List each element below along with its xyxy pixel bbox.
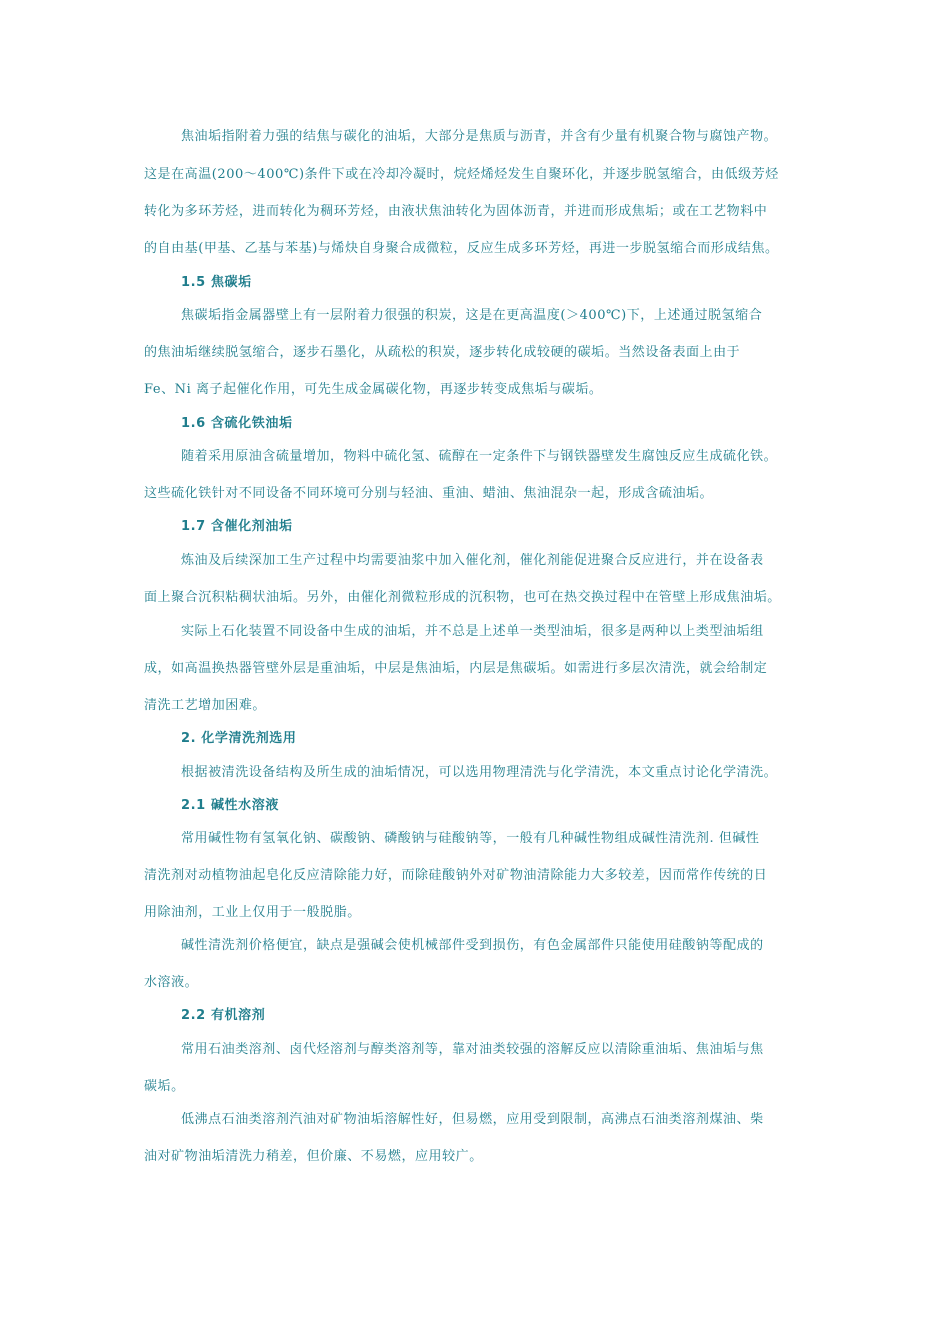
section-heading: 1.5 焦碳垢 xyxy=(181,275,252,290)
paragraph-line: 油对矿物油垢清洗力稍差，但价廉、不易燃，应用较广。 xyxy=(144,1149,483,1164)
paragraph-line: 焦碳垢指金属器壁上有一层附着力很强的积炭，这是在更高温度(＞400℃)下，上述通过脱氢缩合 xyxy=(181,308,763,323)
section-heading: 2. 化学清洗剂选用 xyxy=(181,731,297,746)
paragraph-line: 的焦油垢继续脱氢缩合，逐步石墨化，从疏松的积炭，逐步转化成较硬的碳垢。当然设备表面上由于 xyxy=(144,345,741,360)
paragraph-line: 用除油剂，工业上仅用于一般脱脂。 xyxy=(144,905,361,920)
paragraph-line: 清洗工艺增加困难。 xyxy=(144,698,266,713)
paragraph-line: 的自由基(甲基、乙基与苯基)与烯炔自身聚合成微粒，反应生成多环芳烃，再进一步脱氢缩合而形成结焦。 xyxy=(144,241,779,256)
paragraph-line: 常用石油类溶剂、卤代烃溶剂与醇类溶剂等，靠对油类较强的溶解反应以清除重油垢、焦油垢与焦 xyxy=(181,1042,764,1057)
paragraph-line: 实际上石化装置不同设备中生成的油垢，并不总是上述单一类型油垢，很多是两种以上类型油垢组 xyxy=(181,624,764,639)
paragraph-line: 碱性清洗剂价格便宜，缺点是强碱会使机械部件受到损伤，有色金属部件只能使用硅酸钠等配成的 xyxy=(181,938,764,953)
paragraph-line: 这是在高温(200～400℃)条件下或在冷却冷凝时，烷烃烯烃发生自聚环化，并逐步脱氢缩合，由低级芳烃 xyxy=(144,167,779,182)
section-heading: 2.1 碱性水溶液 xyxy=(181,798,279,813)
paragraph-line: 常用碱性物有氢氧化钠、碳酸钠、磷酸钠与硅酸钠等，一般有几种碱性物组成碱性清洗剂. 但碱性 xyxy=(181,831,760,846)
paragraph-line: 炼油及后续深加工生产过程中均需要油浆中加入催化剂，催化剂能促进聚合反应进行，并在设备表 xyxy=(181,553,764,568)
paragraph-line: 低沸点石油类溶剂汽油对矿物油垢溶解性好，但易燃，应用受到限制，高沸点石油类溶剂煤油、柴 xyxy=(181,1112,764,1127)
paragraph-line: 清洗剂对动植物油起皂化反应清除能力好，而除硅酸钠外对矿物油清除能力大多较差，因而常作传统的日 xyxy=(144,868,768,883)
section-heading: 1.7 含催化剂油垢 xyxy=(181,519,293,534)
paragraph-line: 面上聚合沉积粘稠状油垢。另外，由催化剂微粒形成的沉积物，也可在热交换过程中在管壁上形成焦油垢。 xyxy=(144,590,781,605)
section-heading: 2.2 有机溶剂 xyxy=(181,1008,266,1023)
paragraph-line: 碳垢。 xyxy=(144,1079,185,1094)
paragraph-line: 转化为多环芳烃，进而转化为稠环芳烃，由液状焦油转化为固体沥青，并进而形成焦垢；或在工艺物料中 xyxy=(144,204,768,219)
paragraph-line: 焦油垢指附着力强的结焦与碳化的油垢，大部分是焦质与沥青，并含有少量有机聚合物与腐蚀产物。 xyxy=(181,129,778,144)
paragraph-line: Fe、Ni 离子起催化作用，可先生成金属碳化物，再逐步转变成焦垢与碳垢。 xyxy=(144,382,603,397)
paragraph-line: 根据被清洗设备结构及所生成的油垢情况，可以选用物理清洗与化学清洗，本文重点讨论化学清洗。 xyxy=(181,765,778,780)
paragraph-line: 水溶液。 xyxy=(144,975,199,990)
paragraph-line: 这些硫化铁针对不同设备不同环境可分别与轻油、重油、蜡油、焦油混杂一起，形成含硫油垢。 xyxy=(144,486,714,501)
paragraph-line: 成，如高温换热器管壁外层是重油垢，中层是焦油垢，内层是焦碳垢。如需进行多层次清洗，就会给制定 xyxy=(144,661,768,676)
section-heading: 1.6 含硫化铁油垢 xyxy=(181,416,293,431)
paragraph-line: 随着采用原油含硫量增加，物料中硫化氢、硫醇在一定条件下与钢铁器壁发生腐蚀反应生成硫化铁。 xyxy=(181,449,778,464)
